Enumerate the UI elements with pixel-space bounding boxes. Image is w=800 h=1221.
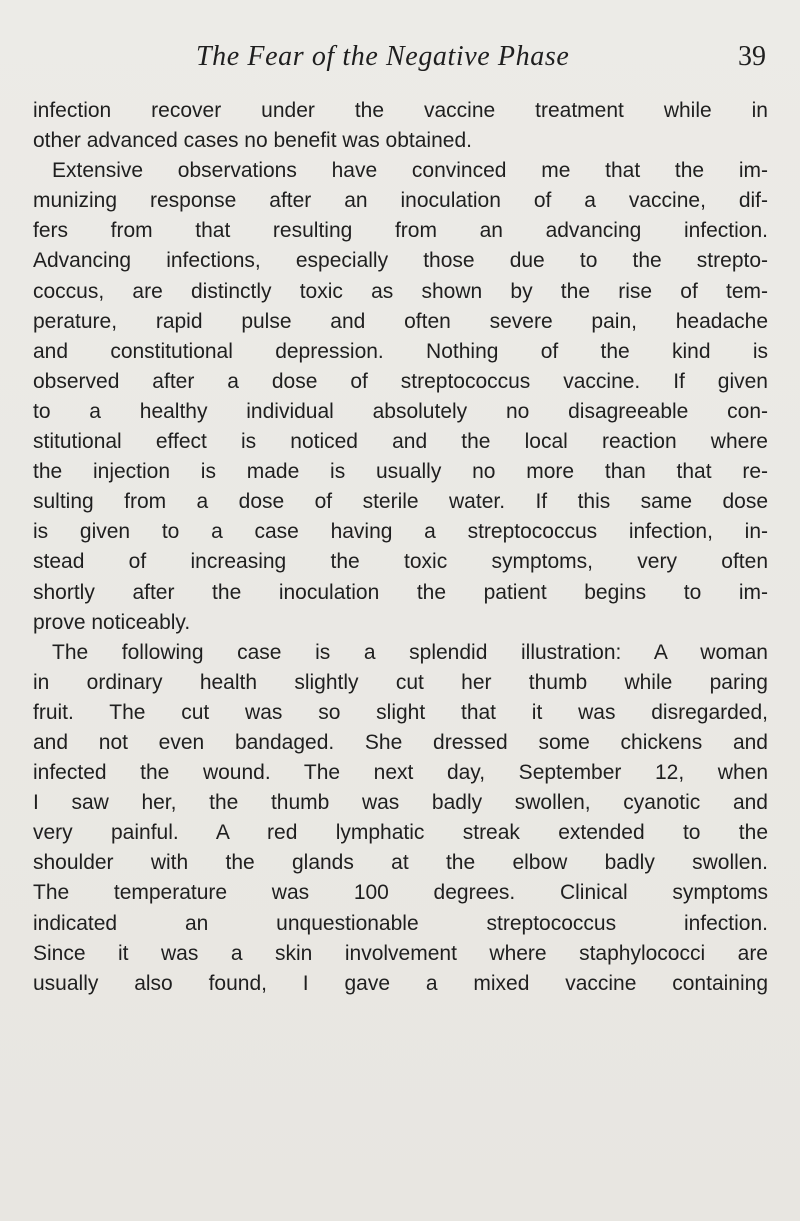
- text-line: other advanced cases no benefit was obtained.: [33, 129, 472, 153]
- text-line: The following case is a splendid illustration: A woman: [52, 640, 768, 664]
- text-line: the injection is made is usually no more than that re-: [33, 460, 768, 484]
- text-line: observed after a dose of streptococcus vaccine. If given: [33, 369, 768, 393]
- text-line: infected the wound. The next day, September 12, when: [33, 761, 768, 785]
- text-line: I saw her, the thumb was badly swollen, cyanotic and: [33, 791, 768, 815]
- text-line: in ordinary health slightly cut her thumb while paring: [33, 670, 768, 694]
- text-line: and constitutional depression. Nothing of the kind is: [33, 339, 768, 363]
- text-line: to a healthy individual absolutely no disagreeable con-: [33, 399, 768, 423]
- text-line: is given to a case having a streptococcus infection, in-: [33, 520, 768, 544]
- text-line: Since it was a skin involvement where staphylococci are: [33, 941, 768, 965]
- text-line: indicated an unquestionable streptococcus infection.: [33, 911, 768, 935]
- text-line: shortly after the inoculation the patient begins to im-: [33, 580, 768, 604]
- text-line: and not even bandaged. She dressed some chickens and: [33, 730, 768, 754]
- text-line: fruit. The cut was so slight that it was disregarded,: [33, 700, 768, 724]
- page-number: 39: [738, 41, 766, 72]
- text-line: stead of increasing the toxic symptoms, very often: [33, 550, 768, 574]
- text-line: usually also found, I gave a mixed vaccine containing: [33, 971, 768, 995]
- running-title: The Fear of the Negative Phase: [196, 41, 570, 72]
- text-line: very painful. A red lymphatic streak extended to the: [33, 821, 768, 845]
- text-line: Advancing infections, especially those due to the strepto-: [33, 249, 768, 273]
- text-line: munizing response after an inoculation of a vaccine, dif-: [33, 189, 768, 213]
- body-text: [33, 96, 768, 999]
- text-line: Extensive observations have convinced me that the im-: [52, 159, 768, 183]
- text-line: shoulder with the glands at the elbow badly swollen.: [33, 851, 768, 875]
- text-line: coccus, are distinctly toxic as shown by the rise of tem-: [33, 279, 768, 303]
- text-line: The temperature was 100 degrees. Clinical symptoms: [33, 881, 768, 905]
- text-line: fers from that resulting from an advancing infection.: [33, 219, 768, 243]
- running-head: [196, 34, 766, 80]
- text-line: perature, rapid pulse and often severe pain, headache: [33, 309, 768, 333]
- text-line: sulting from a dose of sterile water. If this same dose: [33, 490, 768, 514]
- text-line: infection recover under the vaccine treatment while in: [33, 99, 768, 122]
- text-line: prove noticeably.: [33, 610, 191, 634]
- text-line: stitutional effect is noticed and the local reaction where: [33, 430, 768, 454]
